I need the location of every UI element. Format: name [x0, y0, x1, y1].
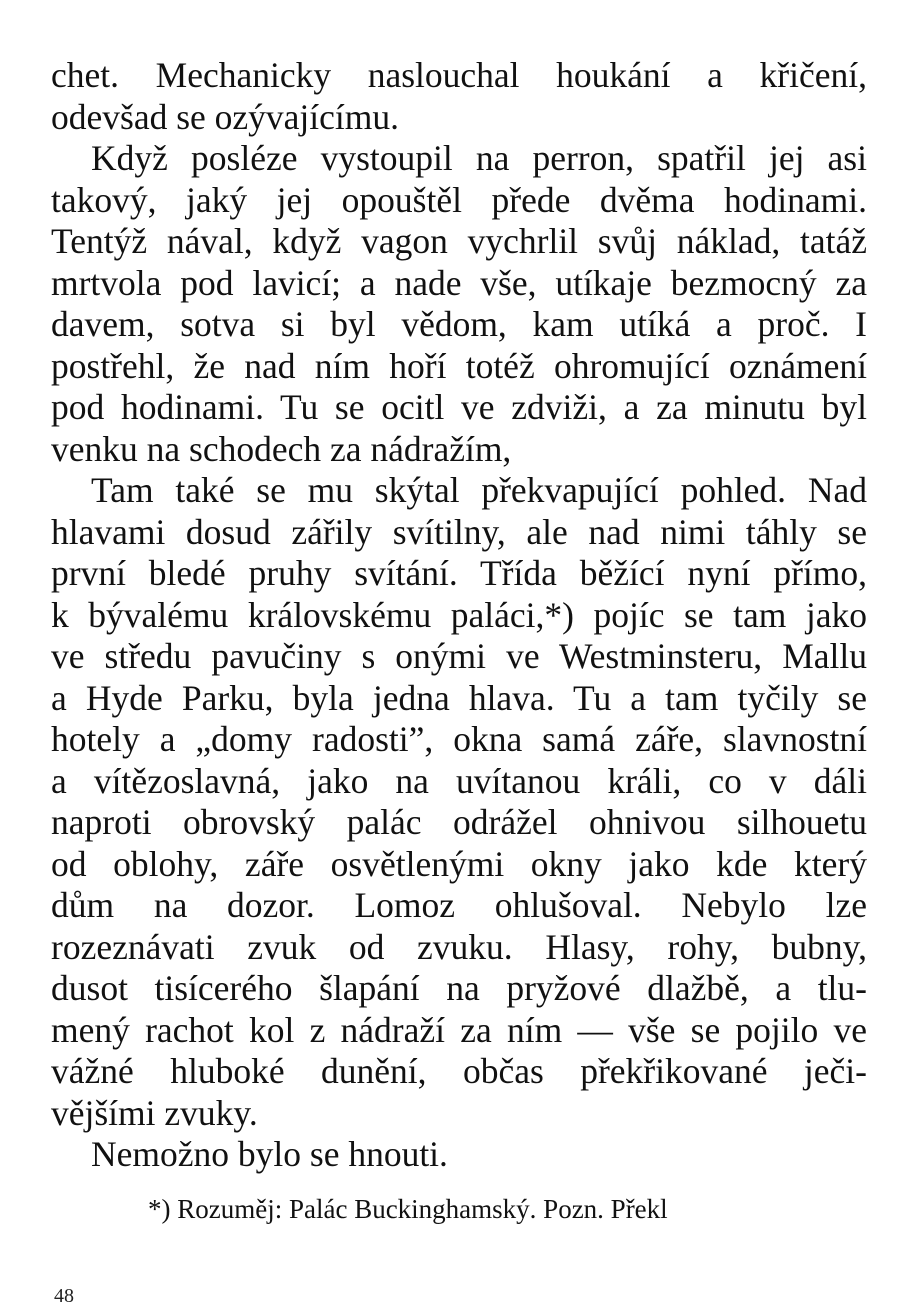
text-line: venku na schodech za nádražím,: [51, 428, 512, 469]
text-line: dusot tisícerého šlapání na pryžové dlažbě, a tlu-: [51, 968, 867, 1008]
text-line: od oblohy, záře osvětlenými okny jako kde který: [51, 843, 867, 884]
text-line: a Hyde Parku, byla jedna hlava. Tu a tam tyčily se: [51, 677, 867, 718]
text-line: mrtvola pod lavicí; a nade vše, utíkaje bezmocný za: [51, 262, 867, 303]
text-line: a vítězoslavná, jako na uvítanou králi, co v dáli: [51, 760, 867, 801]
text-line: postřehl, že nad ním hoří totéž ohromující oznámení: [51, 345, 867, 386]
text-line: hlavami dosud zářily svítilny, ale nad nimi táhly se: [51, 511, 867, 552]
text-line: davem, sotva si byl vědom, kam utíká a proč. I: [51, 304, 867, 344]
text-line: Nemožno bylo se hnouti.: [91, 1134, 448, 1174]
paragraph-1: [51, 55, 867, 138]
text-line: první bledé pruhy svítání. Třída běžící nyní přímo,: [51, 553, 867, 593]
text-line: vážné hluboké dunění, občas překřikované ječi-: [51, 1051, 867, 1091]
text-line: chet. Mechanicky naslouchal houkání a křičení,: [51, 55, 867, 95]
paragraph-4: [51, 1134, 867, 1176]
text-line: ve středu pavučiny s onými ve Westminsteru, Mallu: [51, 636, 867, 676]
text-line: k bývalému královskému paláci,*) pojíc se tam jako: [51, 594, 867, 635]
text-line: takový, jaký jej opouštěl přede dvěma hodinami.: [51, 179, 867, 220]
text-line: Tam také se mu skýtal překvapující pohled. Nad: [91, 470, 867, 510]
text-line: pod hodinami. Tu se ocitl ve zdviži, a za minutu byl: [51, 387, 867, 427]
text-line: odevšad se ozývajícímu.: [51, 96, 399, 137]
text-line: Tentýž nával, když vagon vychrlil svůj náklad, tatáž: [51, 221, 867, 261]
text-line: Když posléze vystoupil na perron, spatřil jej asi: [91, 138, 867, 178]
page-body: [51, 55, 867, 1176]
text-line: hotely a „domy radosti”, okna samá záře, slavnostní: [51, 719, 867, 759]
paragraph-2: [51, 138, 867, 470]
footnote: *) Rozuměj: Palác Buckinghamský. Pozn. Překl: [148, 1194, 668, 1224]
paragraph-3: [51, 470, 867, 1134]
text-line: mený rachot kol z nádraží za ním — vše se pojilo ve: [51, 1009, 867, 1050]
text-line: naproti obrovský palác odrážel ohnivou silhouetu: [51, 802, 867, 842]
text-line: vějšími zvuky.: [51, 1092, 258, 1133]
text-line: rozeznávati zvuk od zvuku. Hlasy, rohy, bubny,: [51, 926, 867, 967]
text-line: dům na dozor. Lomoz ohlušoval. Nebylo lze: [51, 885, 867, 925]
page-number: 48: [54, 1285, 74, 1307]
